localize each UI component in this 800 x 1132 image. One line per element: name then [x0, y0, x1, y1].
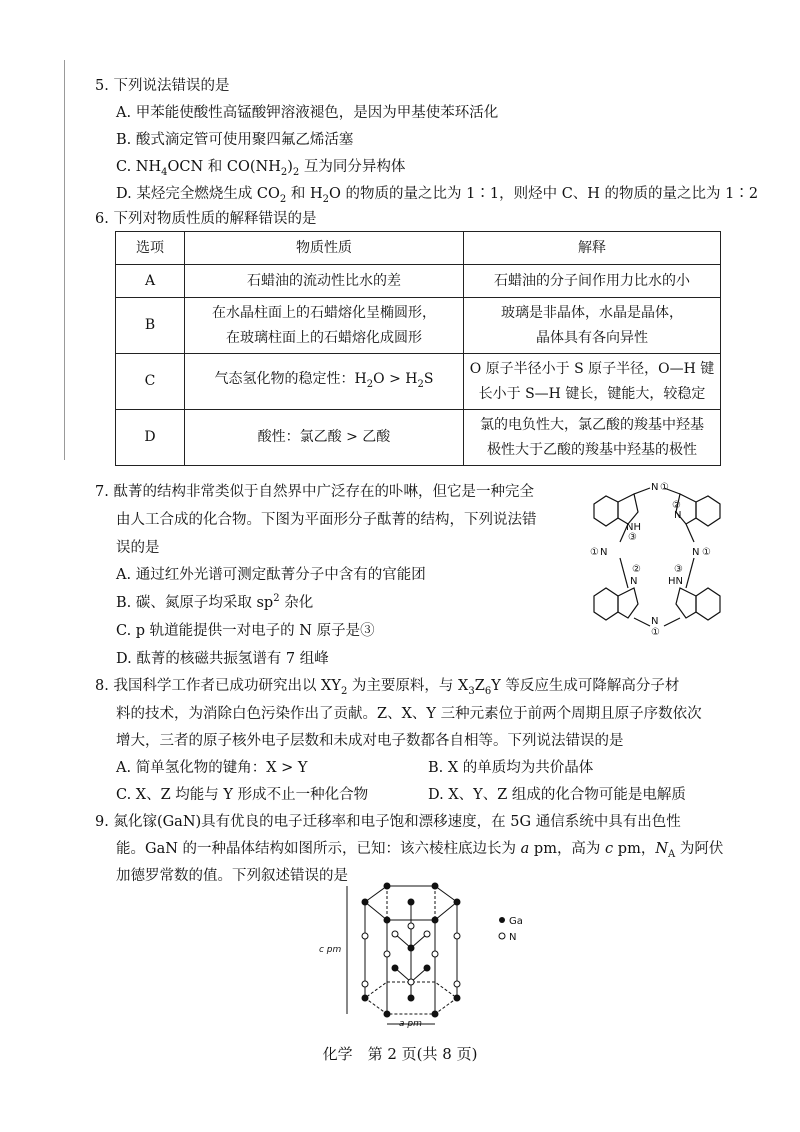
n-label: N [630, 576, 638, 587]
dimension-a-label: a pm [399, 1019, 422, 1029]
q7-option-c: C. p 轨道能提供一对电子的 N 原子是③ [116, 623, 375, 639]
pyrrole-ring [676, 588, 696, 618]
pyrrole-ring [618, 588, 638, 618]
table-cell-option: C [116, 354, 185, 410]
benzene-ring [696, 496, 720, 526]
n-label: N [600, 547, 608, 558]
q6-stem: 6. 下列对物质性质的解释错误的是 [95, 211, 317, 227]
table-row [116, 265, 721, 298]
q5-option-d: D. 某烃完全燃烧生成 $CO_2$ 和 $H_2O$ 的物质的量之比为 1∶1，则烃中 C、H 的物质的量之比为 1∶2 [116, 186, 759, 205]
table-cell-property: 在水晶柱面上的石蜡熔化呈椭圆形， 在玻璃柱面上的石蜡熔化成圆形 [185, 298, 464, 354]
q5-stem: 5. 下列说法错误的是 [95, 78, 230, 94]
q6-table [115, 231, 721, 466]
n-label-circled: ① [702, 547, 711, 558]
table-cell-explanation: 石蜡油的分子间作用力比水的小 [464, 265, 721, 298]
page-footer: 化学 第 2 页(共 8 页) [322, 1045, 478, 1063]
n-label-circled: ③ [674, 564, 683, 575]
q7-stem-line-1: 7. 酞菁的结构非常类似于自然界中广泛存在的卟啉，但它是一种完全 [95, 484, 534, 500]
table-cell-option: B [116, 298, 185, 354]
q8-option-b: B. X 的单质均为共价晶体 [428, 760, 594, 776]
table-row [116, 410, 721, 466]
n-label-circled: ② [672, 500, 681, 511]
benzene-ring [594, 588, 618, 620]
q7-stem-line-3: 误的是 [116, 540, 160, 556]
q8-option-d: D. X、Y、Z 组成的化合物可能是电解质 [428, 787, 686, 803]
q8-stem-line-1: 8. 我国科学工作者已成功研究出以 $XY_2$ 为主要原料，与 $X_3Z_6Y$ 等反应生成可降解高分子材 [95, 678, 680, 697]
table-row [116, 298, 721, 354]
table-header: 选项 [116, 232, 185, 265]
gan-crystal-structure [319, 864, 545, 1029]
table-cell-explanation: 玻璃是非晶体，水晶是晶体， 晶体具有各向异性 [464, 298, 721, 354]
q9-stem-line-3: 加德罗常数的值。下列叙述错误的是 [116, 868, 348, 884]
benzene-ring [696, 588, 720, 620]
q7-stem-line-2: 由人工合成的化合物。下图为平面形分子酞菁的结构，下列说法错 [116, 512, 537, 528]
ga-legend-label: Ga [509, 916, 523, 927]
q9-stem-line-1: 9. 氮化镓(GaN)具有优良的电子迁移率和电子饱和漂移速度，在 5G 通信系统中具有出色性 [95, 814, 681, 830]
n-label-circled: ① [590, 547, 599, 558]
q7-option-b: B. 碳、氮原子均采取 $sp^2$ 杂化 [116, 593, 314, 611]
dimension-c-label: c pm [319, 945, 342, 955]
table-header: 解释 [464, 232, 721, 265]
table-header-row [116, 232, 721, 265]
q5-option-c: C. $NH_4OCN$ 和 $CO(NH_2)_2$ 互为同分异构体 [116, 159, 406, 178]
q5-option-b: B. 酸式滴定管可使用聚四氟乙烯活塞 [116, 132, 354, 148]
n-label-circled: ② [632, 564, 641, 575]
n-label: N [651, 616, 659, 627]
table-cell-property: 酸性：氯乙酸 > 乙酸 [185, 410, 464, 466]
bridge-bond [634, 488, 650, 494]
table-cell-option: A [116, 265, 185, 298]
table-cell-property: 石蜡油的流动性比水的差 [185, 265, 464, 298]
pyrrole-ring [618, 494, 638, 524]
n-label-circled: ① [660, 482, 669, 493]
q7-option-a: A. 通过红外光谱可测定酞菁分子中含有的官能团 [116, 567, 426, 583]
table-cell-option: D [116, 410, 185, 466]
n-label-circled: ① [651, 627, 660, 638]
n-label-circled: ③ [628, 532, 637, 543]
q8-option-a: A. 简单氢化物的键角：X > Y [116, 760, 308, 776]
benzene-ring [594, 496, 618, 526]
table-row [116, 354, 721, 410]
n-legend-icon [499, 933, 505, 939]
q8-stem-line-2: 料的技术，为消除白色污染作出了贡献。Z、X、Y 三种元素位于前两个周期且原子序数依次 [116, 706, 702, 722]
q5-option-a: A. 甲苯能使酸性高锰酸钾溶液褪色，是因为甲基使苯环活化 [116, 105, 499, 121]
n-legend-label: N [509, 932, 517, 943]
q8-option-c: C. X、Z 均能与 Y 形成不止一种化合物 [116, 787, 369, 803]
n-label: N [674, 510, 682, 521]
table-cell-property: 气态氢化物的稳定性：$H_2O > H_2S$ [185, 354, 464, 410]
nh-label: NH [626, 522, 641, 533]
q9-stem-line-2: 能。GaN 的一种晶体结构如图所示，已知：该六棱柱底边长为 a pm，高为 c pm，$N_A$ 为阿伏 [116, 841, 724, 860]
hn-label: HN [668, 576, 683, 587]
table-cell-explanation: O 原子半径小于 S 原子半径，O—H 键 长小于 S—H 键长，键能大，较稳定 [464, 354, 721, 410]
q7-option-d: D. 酞菁的核磁共振氢谱有 7 组峰 [116, 651, 329, 667]
n-label: N [651, 482, 659, 493]
ga-legend-icon [499, 917, 505, 923]
n-label: N [692, 547, 700, 558]
q8-stem-line-3: 增大，三者的原子核外电子层数和未成对电子数都各自相等。下列说法错误的是 [116, 733, 624, 749]
margin-rule [64, 60, 65, 460]
phthalocyanine-structure [582, 478, 732, 636]
table-cell-explanation: 氯的电负性大，氯乙酸的羧基中羟基 极性大于乙酸的羧基中羟基的极性 [464, 410, 721, 466]
table-header: 物质性质 [185, 232, 464, 265]
